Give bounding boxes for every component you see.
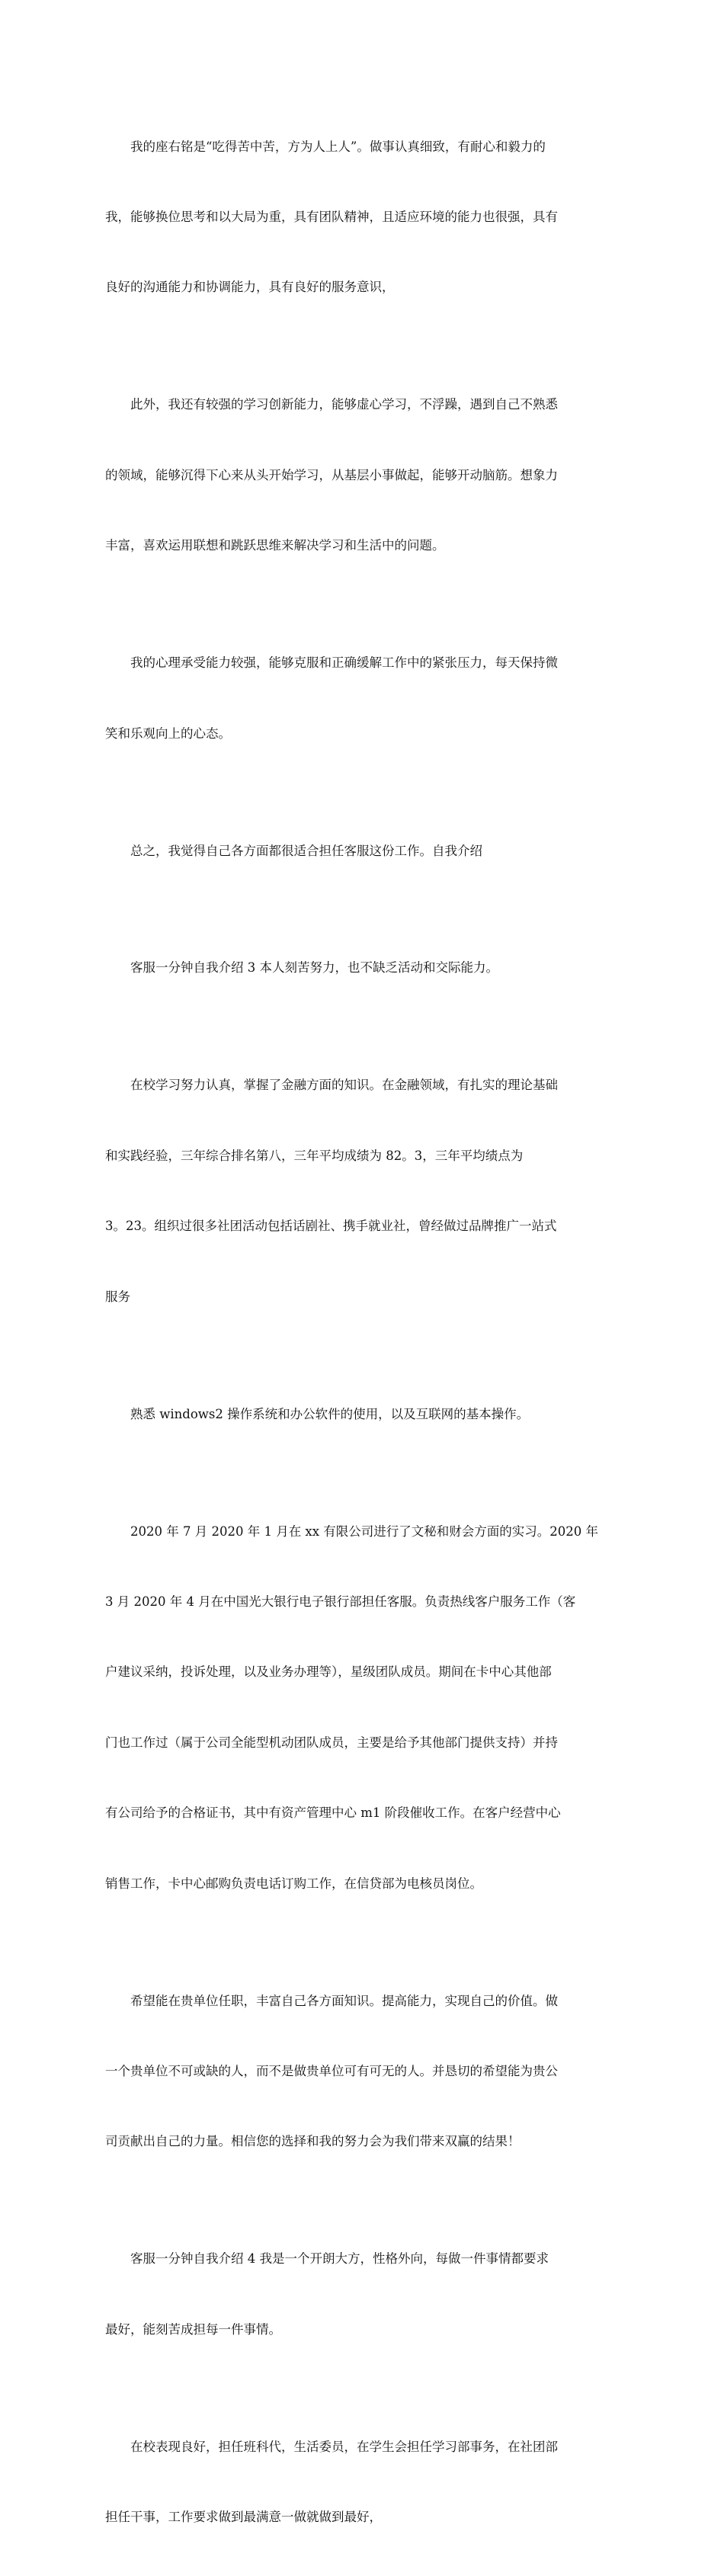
text-line: 最好，能刻苦成担每一件事情。 — [105, 2321, 281, 2337]
text-line: 我的座右铭是“吃得苦中苦，方为人上人”。做事认真细致，有耐心和毅力的 — [130, 139, 546, 154]
text-line: 熟悉 windows2 操作系统和办公软件的使用，以及互联网的基本操作。 — [130, 1406, 530, 1421]
paragraph-motto — [105, 88, 620, 347]
text-line: 司贡献出自己的力量。相信您的选择和我的努力会为我们带来双赢的结果！ — [105, 2134, 521, 2149]
paragraph-hope — [105, 1943, 620, 2201]
text-line: 良好的沟通能力和协调能力，具有良好的服务意识， — [105, 280, 395, 295]
paragraph-experience — [105, 1473, 620, 1943]
text-line: 有公司给予的合格证书，其中有资产管理中心 m1 阶段催收工作。在客户经营中心 — [105, 1805, 561, 1821]
text-line: 3。23。组织过很多社团活动包括话剧社、携手就业社，曾经做过品牌推广一站式 — [105, 1219, 557, 1234]
text-line: 希望能在贵单位任职，丰富自己各方面知识。提高能力，实现自己的价值。做 — [130, 1993, 558, 2008]
text-line: 客服一分钟自我介绍 4 我是一个开朗大方，性格外向，每做一件事情都要求 — [130, 2251, 549, 2267]
paragraph-learning — [105, 347, 620, 605]
text-line: 总之，我觉得自己各方面都很适合担任客服这份工作。自我介绍 — [130, 843, 482, 858]
text-line: 的领域，能够沉得下心来从头开始学习，从基层小事做起，能够开动脑筋。想象力 — [105, 467, 558, 482]
text-line: 此外，我还有较强的学习创新能力，能够虚心学习，不浮躁，遇到自己不熟悉 — [130, 397, 558, 412]
text-line: 担任干事，工作要求做到最满意一做就做到最好， — [105, 2510, 382, 2525]
text-line: 客服一分钟自我介绍 3 本人刻苦努力，也不缺乏活动和交际能力。 — [130, 960, 498, 976]
paragraph-intro-4 — [105, 2201, 620, 2389]
text-line: 在校表现良好，担任班科代，生活委员，在学生会担任学习部事务，在社团部 — [130, 2439, 558, 2454]
text-line: 和实践经验，三年综合排名第八，三年平均成绩为 82。3，三年平均绩点为 — [105, 1148, 524, 1163]
text-line: 2020 年 7 月 2020 年 1 月在 xx 有限公司进行了文秘和财会方面的实习。2020 年 — [130, 1523, 599, 1539]
paragraph-summary — [105, 793, 620, 910]
paragraph-school — [105, 2389, 620, 2576]
text-line: 我的心理承受能力较强，能够克服和正确缓解工作中的紧张压力，每天保持微 — [130, 655, 558, 671]
text-line: 门也工作过（属于公司全能型机动团队成员，主要是给予其他部门提供支持）并持 — [105, 1735, 558, 1750]
text-line: 丰富，喜欢运用联想和跳跃思维来解决学习和生活中的问题。 — [105, 538, 445, 553]
paragraph-skills — [105, 1356, 620, 1473]
paragraph-finance — [105, 1027, 620, 1356]
document-body — [105, 88, 620, 2576]
text-line: 户建议采纳，投诉处理，以及业务办理等），星级团队成员。期间在卡中心其他部 — [105, 1664, 552, 1680]
text-line: 销售工作，卡中心邮购负责电话订购工作，在信贷部为电核员岗位。 — [105, 1876, 482, 1891]
text-line: 我，能够换位思考和以大局为重，具有团队精神，且适应环境的能力也很强，具有 — [105, 209, 558, 224]
text-line: 3 月 2020 年 4 月在中国光大银行电子银行部担任客服。负责热线客户服务工作（客 — [105, 1594, 576, 1609]
text-line: 一个贵单位不可或缺的人，而不是做贵单位可有可无的人。并恳切的希望能为贵公 — [105, 2063, 558, 2078]
paragraph-intro-3 — [105, 910, 620, 1027]
text-line: 在校学习努力认真，掌握了金融方面的知识。在金融领域，有扎实的理论基础 — [130, 1078, 558, 1093]
text-line: 服务 — [105, 1289, 130, 1304]
text-line: 笑和乐观向上的心态。 — [105, 726, 231, 741]
paragraph-psychology — [105, 605, 620, 793]
